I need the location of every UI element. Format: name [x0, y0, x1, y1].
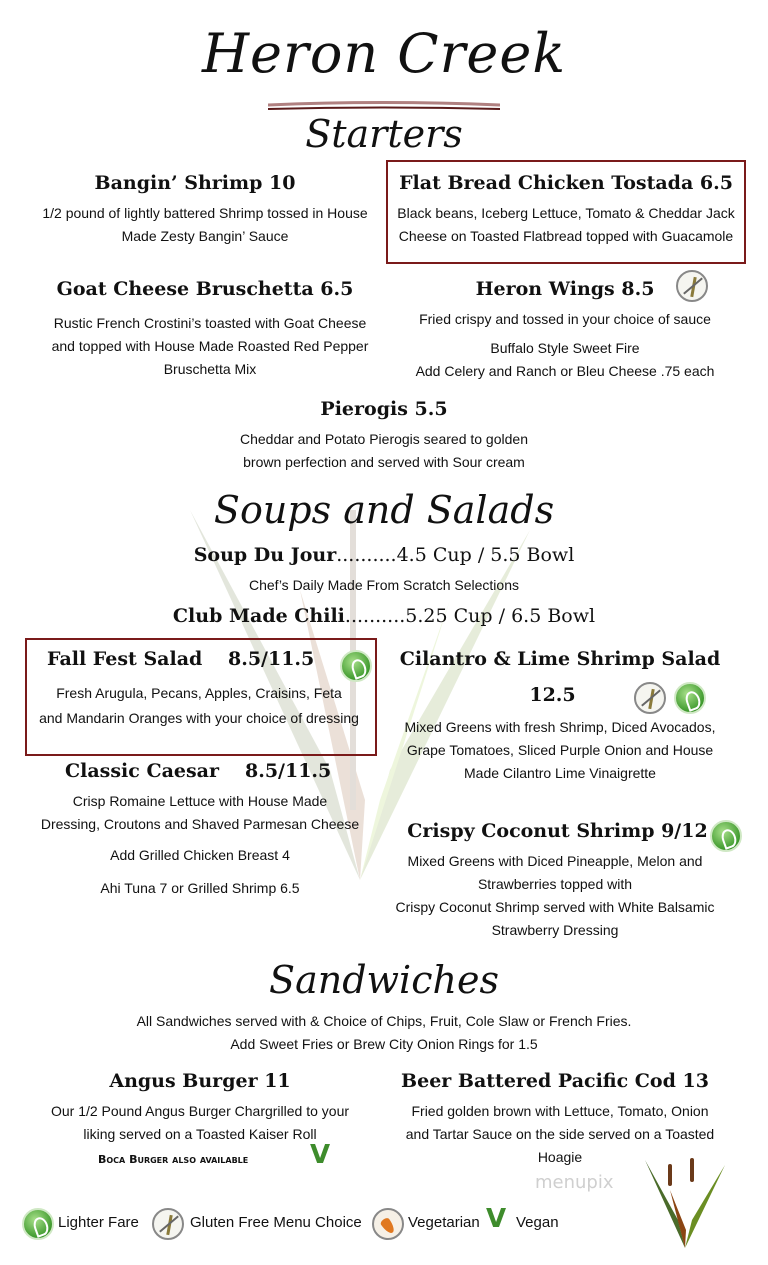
soup-du-jour-price: ..........4.5 Cup / 5.5 Bowl: [336, 544, 575, 566]
coconut-shrimp-desc: [370, 850, 740, 942]
heron-wings-desc-line1: Fried crispy and tossed in your choice of sauce: [419, 311, 711, 327]
goat-cheese-desc-line2: and topped with House Made Roasted Red Pepper: [51, 338, 369, 354]
soups-salads-heading: Soups and Salads: [213, 488, 555, 532]
gluten-free-icon: [634, 682, 666, 714]
pacific-cod-name: Beer Battered Pacific Cod 13: [401, 1070, 709, 1092]
legend-vegan: Vegan: [516, 1214, 559, 1231]
gluten-free-icon: [676, 270, 708, 302]
vegan-icon: V: [310, 1140, 331, 1170]
bangin-shrimp-desc: [10, 202, 400, 248]
cilantro-salad-desc: [380, 716, 740, 785]
soup-du-jour-name: Soup Du Jour: [193, 544, 337, 566]
cilantro-salad-desc-line1: Mixed Greens with fresh Shrimp, Diced Avocados,: [404, 719, 716, 735]
lighter-fare-icon: [674, 682, 706, 714]
gluten-free-icon: [152, 1208, 184, 1240]
legend-gluten-free: Gluten Free Menu Choice: [190, 1214, 362, 1231]
club-chili-price: ..........5.25 Cup / 6.5 Bowl: [344, 605, 596, 627]
coconut-shrimp-desc-line4: Strawberry Dressing: [491, 922, 619, 938]
pierogis-desc-line2: brown perfection and served with Sour cream: [243, 454, 525, 470]
menupix-watermark: menupix: [535, 1172, 614, 1193]
fall-fest-desc-line1: Fresh Arugula, Pecans, Apples, Craisins, Feta: [56, 685, 342, 701]
coconut-shrimp-name: Crispy Coconut Shrimp 9/12: [407, 820, 708, 842]
flatbread-desc: [388, 202, 744, 248]
bangin-shrimp-name: Bangin’ Shrimp 10: [94, 172, 296, 194]
fall-fest-price: 8.5/11.5: [228, 648, 315, 670]
angus-burger-desc-line2: liking served on a Toasted Kaiser Roll: [83, 1126, 317, 1142]
soup-du-jour-line: [0, 544, 768, 566]
club-chili-name: Club Made Chili: [172, 605, 345, 627]
goat-cheese-desc-line3: Bruschetta Mix: [163, 361, 257, 377]
angus-burger-desc-line1: Our 1/2 Pound Angus Burger Chargrilled to your: [50, 1103, 350, 1119]
fall-fest-desc: [25, 682, 373, 730]
classic-caesar-desc: [0, 790, 400, 900]
lighter-fare-icon: [710, 820, 742, 852]
classic-caesar-price: 8.5/11.5: [245, 760, 332, 782]
classic-caesar-desc-line4: Ahi Tuna 7 or Grilled Shrimp 6.5: [100, 880, 300, 896]
sandwiches-note: [0, 1010, 768, 1056]
pierogis-desc-line1: Cheddar and Potato Pierogis seared to golden: [240, 431, 528, 447]
classic-caesar-desc-line2: Dressing, Croutons and Shaved Parmesan Cheese: [40, 816, 360, 832]
flatbread-name: Flat Bread Chicken Tostada 6.5: [399, 172, 733, 194]
fall-fest-name: Fall Fest Salad: [47, 648, 203, 670]
fall-fest-desc-line2: and Mandarin Oranges with your choice of dressing: [39, 710, 359, 726]
heron-creek-logo: [640, 1150, 730, 1250]
legend-vegetarian: Vegetarian: [408, 1214, 480, 1231]
goat-cheese-desc-line1: Rustic French Crostini’s toasted with Goat Cheese: [53, 315, 367, 331]
club-chili-line: [0, 605, 768, 627]
angus-burger-desc: [10, 1100, 390, 1146]
heron-wings-desc-line2: Buffalo Style Sweet Fire: [490, 340, 640, 356]
pierogis-desc: [0, 428, 768, 474]
bangin-shrimp-desc-line1: 1/2 pound of lightly battered Shrimp tossed in House: [42, 205, 368, 221]
flatbread-desc-line2: Cheese on Toasted Flatbread topped with Guacamole: [398, 228, 734, 244]
heron-wings-desc-line3: Add Celery and Ranch or Bleu Cheese .75 each: [415, 363, 715, 379]
cilantro-salad-desc-line2: Grape Tomatoes, Sliced Purple Onion and House: [406, 742, 714, 758]
coconut-shrimp-desc-line1: Mixed Greens with Diced Pineapple, Melon and: [407, 853, 703, 869]
vegetarian-icon: [372, 1208, 404, 1240]
restaurant-title: Heron Creek: [201, 22, 567, 85]
lighter-fare-icon: [340, 650, 372, 682]
legend-lighter-fare: Lighter Fare: [58, 1214, 139, 1231]
classic-caesar-desc-line1: Crisp Romaine Lettuce with House Made: [72, 793, 328, 809]
cilantro-salad-desc-line3: Made Cilantro Lime Vinaigrette: [464, 765, 656, 781]
vegan-icon: V: [486, 1204, 507, 1234]
sandwiches-note-line1: All Sandwiches served with & Choice of Chips, Fruit, Cole Slaw or French Fries.: [136, 1013, 632, 1029]
goat-cheese-desc: [10, 312, 410, 381]
goat-cheese-name: Goat Cheese Bruschetta 6.5: [56, 278, 354, 300]
flatbread-desc-line1: Black beans, Iceberg Lettuce, Tomato & Cheddar Jack: [397, 205, 735, 221]
heron-wings-name: Heron Wings 8.5: [475, 278, 655, 300]
coconut-shrimp-desc-line3: Crispy Coconut Shrimp served with White Balsamic: [395, 899, 715, 915]
lighter-fare-icon: [22, 1208, 54, 1240]
soup-du-jour-desc: Chef’s Daily Made From Scratch Selections: [249, 577, 519, 593]
starters-heading: Starters: [305, 112, 463, 156]
pacific-cod-desc-line3: Hoagie: [537, 1149, 583, 1165]
sandwiches-heading: Sandwiches: [269, 958, 499, 1002]
cilantro-salad-name: Cilantro & Lime Shrimp Salad: [399, 648, 721, 670]
cilantro-salad-price: 12.5: [529, 684, 576, 706]
heron-wings-desc: [380, 308, 750, 383]
angus-burger-name: Angus Burger 11: [109, 1070, 291, 1092]
sandwiches-note-line2: Add Sweet Fries or Brew City Onion Rings for 1.5: [230, 1036, 538, 1052]
pacific-cod-desc-line2: and Tartar Sauce on the side served on a Toasted: [405, 1126, 715, 1142]
pacific-cod-desc-line1: Fried golden brown with Lettuce, Tomato, Onion: [411, 1103, 709, 1119]
pierogis-name: Pierogis 5.5: [320, 398, 448, 420]
classic-caesar-desc-line3: Add Grilled Chicken Breast 4: [110, 847, 290, 863]
coconut-shrimp-desc-line2: Strawberries topped with: [477, 876, 633, 892]
boca-burger-note: Boca Burger also available: [98, 1153, 249, 1166]
bangin-shrimp-desc-line2: Made Zesty Bangin’ Sauce: [121, 228, 289, 244]
classic-caesar-name: Classic Caesar: [65, 760, 219, 782]
